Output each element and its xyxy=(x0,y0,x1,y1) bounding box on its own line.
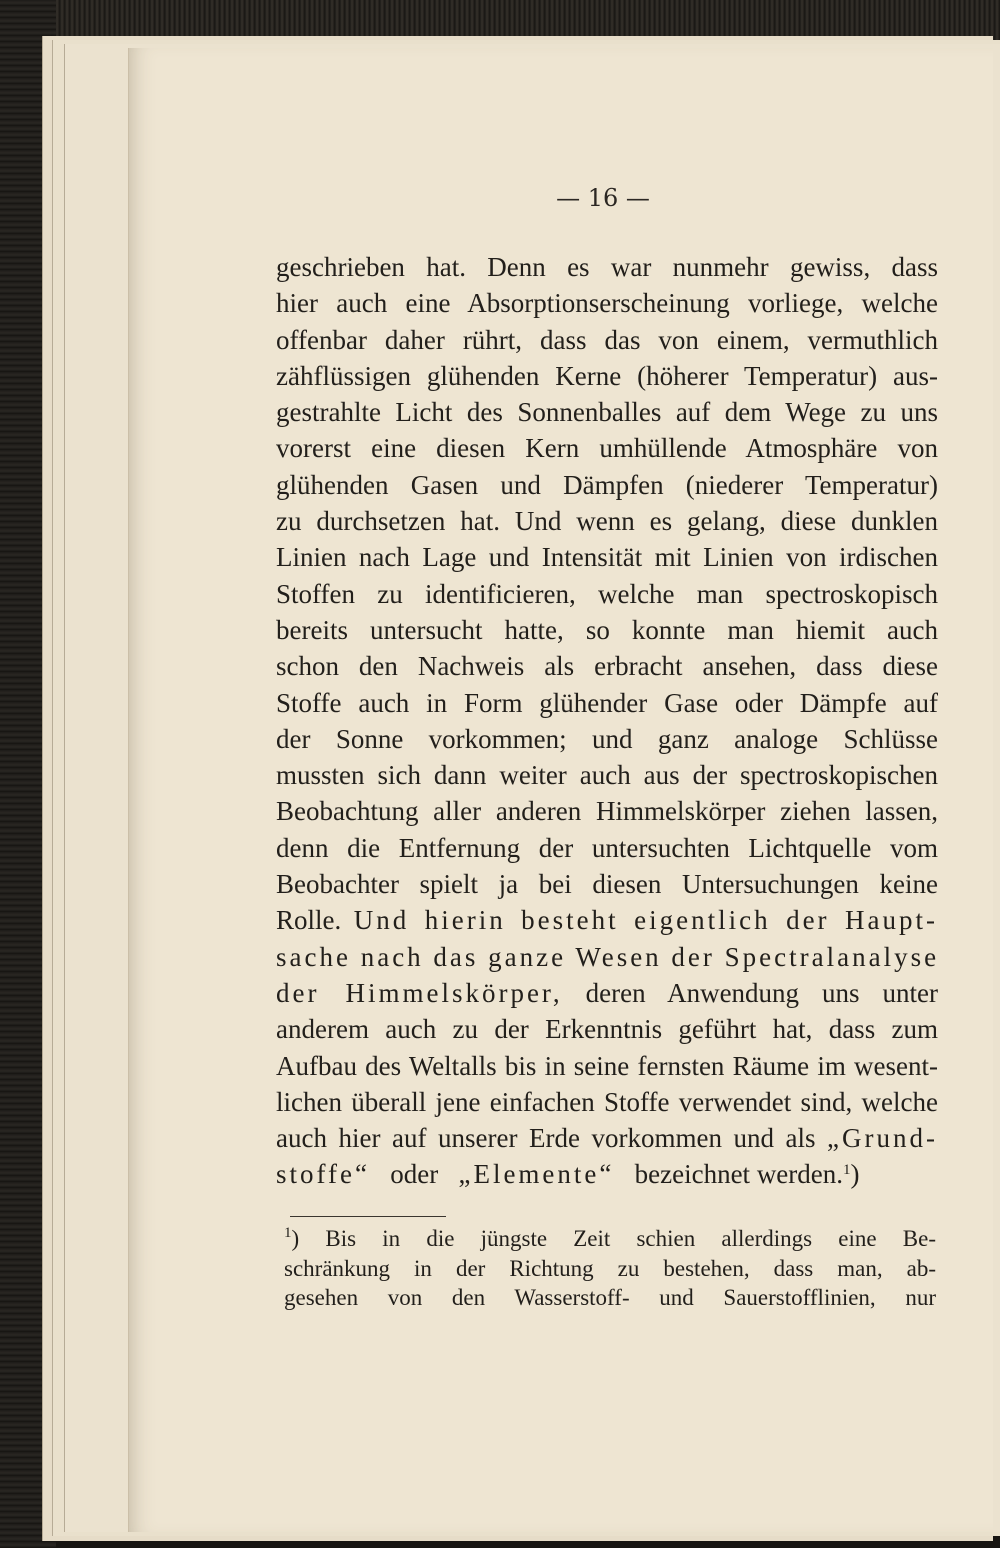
text-line: schon den Nachweis als erbracht ansehen, dass diese xyxy=(276,651,938,682)
text-line: anderem auch zu der Erkenntnis geführt hat, dass zum xyxy=(276,1014,938,1045)
text-line xyxy=(276,902,938,938)
footnote-text: Bis in die jüngste Zeit schien allerdings eine Be- xyxy=(325,1226,937,1251)
text-line: geschrieben hat. Denn es war nunmehr gewiss, dass xyxy=(276,252,938,282)
text-segment: oder xyxy=(390,1159,439,1190)
text-line: Beobachter spielt ja bei diesen Untersuchungen keine xyxy=(276,869,938,900)
text-line: offenbar daher rührt, dass das von einem, vermuthlich xyxy=(276,324,938,355)
text-line: mussten sich dann weiter auch aus der spectroskopischen xyxy=(276,760,938,791)
footnote-line: gesehen von den Wasserstoff- und Sauerstofflinien, nur xyxy=(284,1285,936,1310)
text-line: denn die Entfernung der untersuchten Lichtquelle vom xyxy=(276,832,938,863)
text-line: gestrahlte Licht des Sonnenballes auf dem Wege zu uns xyxy=(276,397,938,428)
text-line: glühenden Gasen und Dämpfen (niederer Temperatur) xyxy=(276,469,938,500)
text-line: lichen überall jene einfachen Stoffe verwendet sind, welche xyxy=(276,1086,938,1117)
text-line: Linien nach Lage und Intensität mit Linien von irdischen xyxy=(276,542,938,573)
text-segment: deren Anwendung uns unter xyxy=(585,977,939,1008)
text-line: bereits untersucht hatte, so konnte man hiemit auch xyxy=(276,614,938,645)
spaced-emphasis: „Grund- xyxy=(827,1123,938,1154)
footnote-line xyxy=(284,1224,936,1254)
footnote-marker-close: ) xyxy=(291,1226,300,1251)
spaced-emphasis: der Himmelskörper, xyxy=(276,977,563,1008)
text-line: vorerst eine diesen Kern umhüllende Atmosphäre von xyxy=(276,433,938,464)
footnote-divider xyxy=(290,1216,446,1217)
spaced-emphasis: stoffe“ xyxy=(276,1159,370,1190)
footnote-marker: 1 xyxy=(284,1225,292,1241)
text-segment: Rolle. xyxy=(276,905,342,936)
main-text xyxy=(276,249,938,1193)
text-line: hier auch eine Absorptionserscheinung vorliege, welche xyxy=(276,288,938,319)
footnote xyxy=(284,1224,936,1313)
spaced-emphasis: Und hierin besteht eigentlich der Haupt- xyxy=(353,905,938,936)
text-line: Stoffe auch in Form glühender Gase oder Dämpfe auf xyxy=(276,687,938,718)
text-line: zähflüssigen glühenden Kerne (höherer Temperatur) aus- xyxy=(276,360,938,391)
text-line: der Sonne vorkommen; und ganz analoge Schlüsse xyxy=(276,723,938,754)
footnote-reference[interactable]: 1 xyxy=(843,1162,851,1179)
footnote-reference-close: ) xyxy=(850,1159,860,1190)
page-number: — 16 — xyxy=(556,184,650,212)
text-line xyxy=(276,975,938,1011)
text-segment: auch hier auf unserer Erde vorkommen und als xyxy=(276,1123,816,1154)
text-segment: bezeichnet werden. xyxy=(634,1159,844,1190)
text-line xyxy=(276,1156,938,1192)
text-line: Beobachtung aller anderen Himmelskörper ziehen lassen, xyxy=(276,796,938,827)
text-line: Stoffen zu identificieren, welche man spectroskopisch xyxy=(276,578,938,609)
text-line: Aufbau des Weltalls bis in seine fernsten Räume im wesent- xyxy=(276,1050,938,1081)
text-line: zu durchsetzen hat. Und wenn es gelang, diese dunklen xyxy=(276,506,938,537)
text-line-spaced: sache nach das ganze Wesen der Spectralanalyse xyxy=(276,941,940,972)
footnote-line: schränkung in der Richtung zu bestehen, dass man, ab- xyxy=(284,1255,936,1281)
spaced-emphasis: „Elemente“ xyxy=(458,1159,615,1190)
text-line xyxy=(276,1120,938,1156)
book-top-edge xyxy=(0,0,1000,40)
